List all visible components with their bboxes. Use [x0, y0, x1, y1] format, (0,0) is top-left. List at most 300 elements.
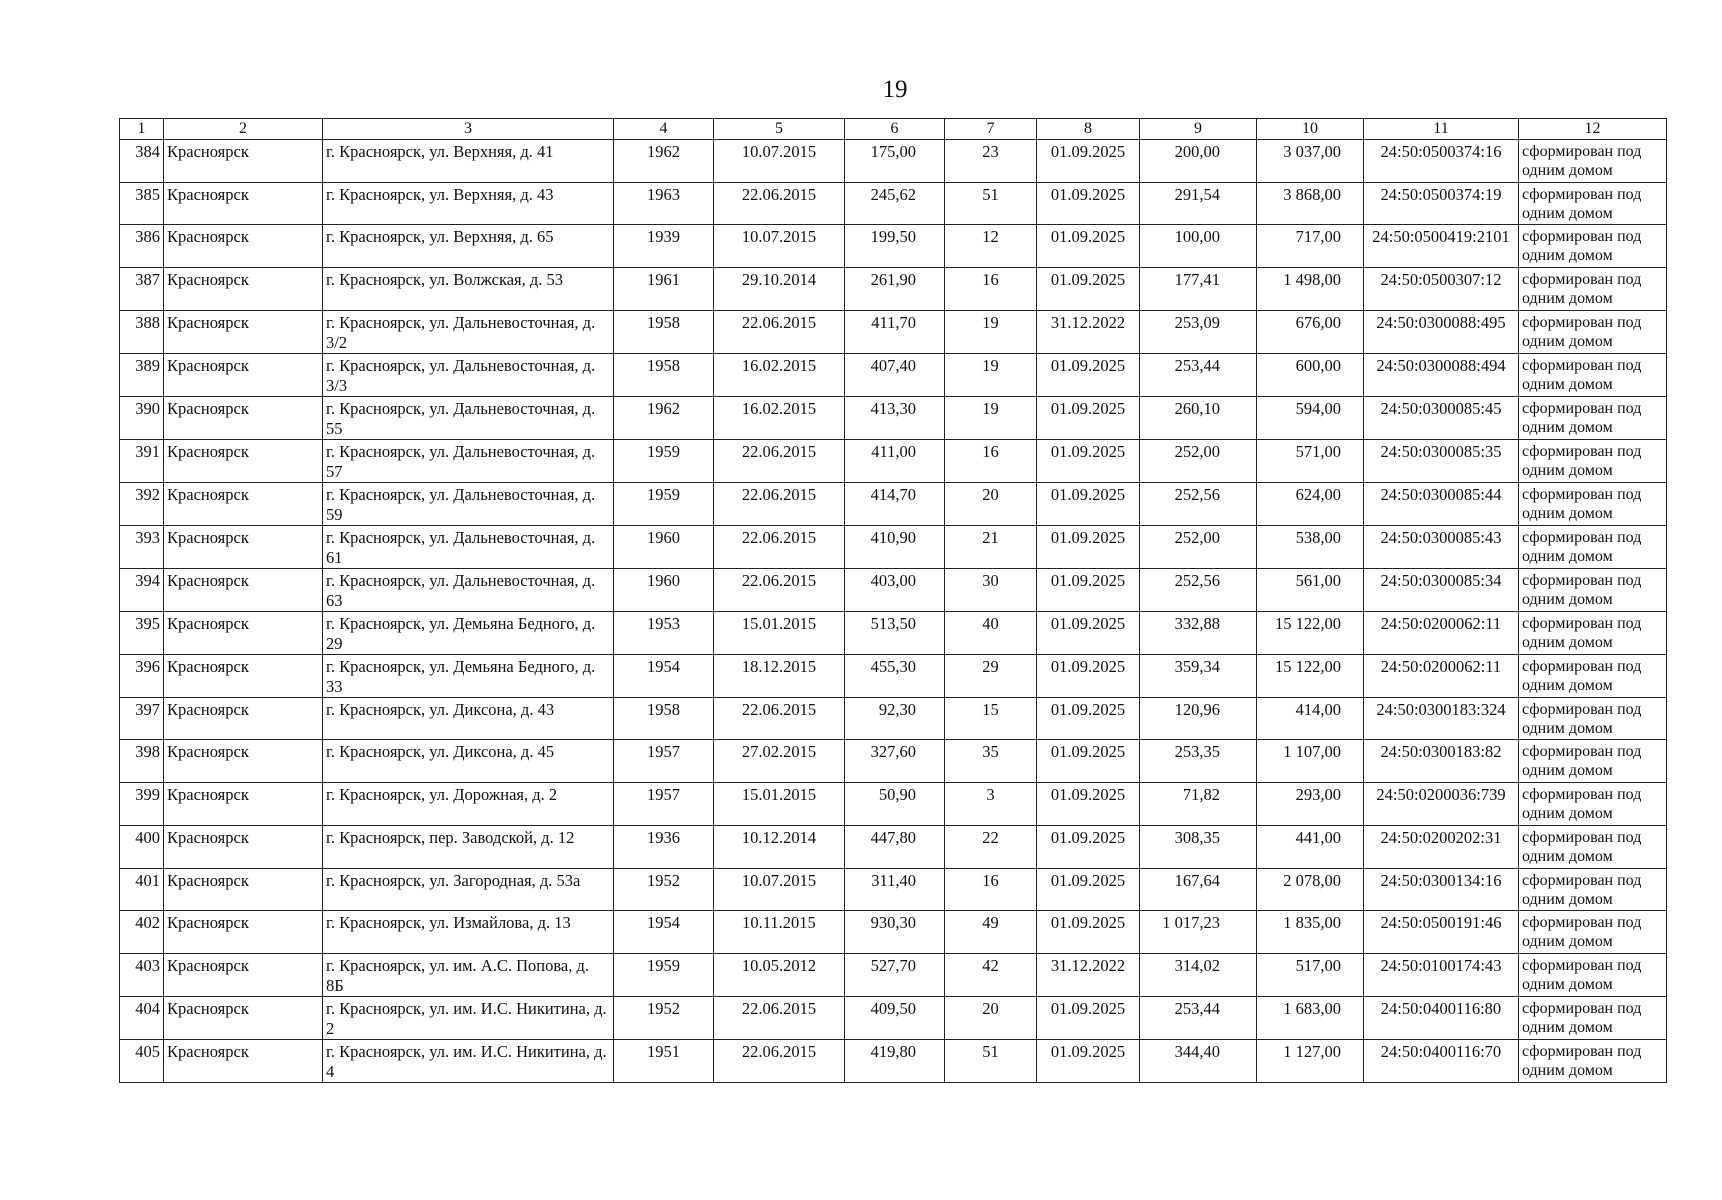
city-cell: Красноярск [164, 996, 323, 1039]
table-row [120, 140, 1667, 183]
recognition-date-cell: 10.12.2014 [714, 825, 845, 868]
row-number-cell: 403 [120, 953, 164, 996]
land-area-cell: 676,00 [1257, 310, 1364, 353]
table-row [120, 868, 1667, 911]
area-cell: 413,30 [845, 396, 945, 439]
year-built-cell: 1959 [614, 439, 714, 482]
recognition-date-cell: 10.11.2015 [714, 911, 845, 954]
land-area-cell: 594,00 [1257, 396, 1364, 439]
cadastral-number-cell: 24:50:0300183:324 [1364, 697, 1519, 740]
value-cell: 252,56 [1140, 482, 1257, 525]
note-cell: сформирован под одним домом [1519, 740, 1667, 783]
year-built-cell: 1963 [614, 182, 714, 225]
city-cell: Красноярск [164, 654, 323, 697]
land-area-cell: 293,00 [1257, 783, 1364, 826]
row-number-cell: 393 [120, 525, 164, 568]
address-cell: г. Красноярск, ул. Измайлова, д. 13 [323, 911, 614, 954]
column-header: 11 [1364, 119, 1519, 140]
area-cell: 245,62 [845, 182, 945, 225]
value-cell: 200,00 [1140, 140, 1257, 183]
deadline-date-cell: 31.12.2022 [1037, 310, 1140, 353]
table-row [120, 740, 1667, 783]
address-cell: г. Красноярск, ул. Дальневосточная, д. 57 [323, 439, 614, 482]
year-built-cell: 1961 [614, 268, 714, 311]
cadastral-number-cell: 24:50:0200036:739 [1364, 783, 1519, 826]
note-cell: сформирован под одним домом [1519, 268, 1667, 311]
value-cell: 177,41 [1140, 268, 1257, 311]
land-area-cell: 414,00 [1257, 697, 1364, 740]
column-number-row [120, 119, 1667, 140]
city-cell: Красноярск [164, 911, 323, 954]
deadline-date-cell: 01.09.2025 [1037, 225, 1140, 268]
city-cell: Красноярск [164, 268, 323, 311]
value-cell: 253,09 [1140, 310, 1257, 353]
year-built-cell: 1960 [614, 525, 714, 568]
recognition-date-cell: 18.12.2015 [714, 654, 845, 697]
cadastral-number-cell: 24:50:0500307:12 [1364, 268, 1519, 311]
land-area-cell: 717,00 [1257, 225, 1364, 268]
recognition-date-cell: 22.06.2015 [714, 439, 845, 482]
recognition-date-cell: 16.02.2015 [714, 396, 845, 439]
year-built-cell: 1959 [614, 953, 714, 996]
area-cell: 175,00 [845, 140, 945, 183]
area-cell: 50,90 [845, 783, 945, 826]
value-cell: 359,34 [1140, 654, 1257, 697]
value-cell: 252,56 [1140, 568, 1257, 611]
city-cell: Красноярск [164, 396, 323, 439]
row-number-cell: 397 [120, 697, 164, 740]
recognition-date-cell: 22.06.2015 [714, 482, 845, 525]
recognition-date-cell: 15.01.2015 [714, 783, 845, 826]
year-built-cell: 1939 [614, 225, 714, 268]
city-cell: Красноярск [164, 140, 323, 183]
city-cell: Красноярск [164, 482, 323, 525]
city-cell: Красноярск [164, 310, 323, 353]
recognition-date-cell: 10.05.2012 [714, 953, 845, 996]
column-header: 3 [323, 119, 614, 140]
year-built-cell: 1959 [614, 482, 714, 525]
address-cell: г. Красноярск, ул. Дорожная, д. 2 [323, 783, 614, 826]
city-cell: Красноярск [164, 611, 323, 654]
area-cell: 409,50 [845, 996, 945, 1039]
value-cell: 252,00 [1140, 525, 1257, 568]
year-built-cell: 1951 [614, 1039, 714, 1082]
note-cell: сформирован под одним домом [1519, 996, 1667, 1039]
value-cell: 100,00 [1140, 225, 1257, 268]
land-area-cell: 561,00 [1257, 568, 1364, 611]
cadastral-number-cell: 24:50:0300183:82 [1364, 740, 1519, 783]
deadline-date-cell: 01.09.2025 [1037, 911, 1140, 954]
value-cell: 314,02 [1140, 953, 1257, 996]
row-number-cell: 384 [120, 140, 164, 183]
residents-cell: 49 [945, 911, 1037, 954]
residents-cell: 20 [945, 996, 1037, 1039]
residents-cell: 16 [945, 868, 1037, 911]
value-cell: 344,40 [1140, 1039, 1257, 1082]
land-area-cell: 538,00 [1257, 525, 1364, 568]
column-header: 7 [945, 119, 1037, 140]
deadline-date-cell: 01.09.2025 [1037, 783, 1140, 826]
row-number-cell: 387 [120, 268, 164, 311]
deadline-date-cell: 01.09.2025 [1037, 140, 1140, 183]
column-header: 10 [1257, 119, 1364, 140]
year-built-cell: 1953 [614, 611, 714, 654]
city-cell: Красноярск [164, 1039, 323, 1082]
row-number-cell: 394 [120, 568, 164, 611]
address-cell: г. Красноярск, ул. Демьяна Бедного, д. 29 [323, 611, 614, 654]
table-row [120, 911, 1667, 954]
deadline-date-cell: 01.09.2025 [1037, 868, 1140, 911]
address-cell: г. Красноярск, ул. Дальневосточная, д. 63 [323, 568, 614, 611]
table-body [120, 140, 1667, 1083]
deadline-date-cell: 01.09.2025 [1037, 353, 1140, 396]
cadastral-number-cell: 24:50:0300085:34 [1364, 568, 1519, 611]
table-row [120, 225, 1667, 268]
note-cell: сформирован под одним домом [1519, 654, 1667, 697]
residents-cell: 16 [945, 268, 1037, 311]
area-cell: 411,00 [845, 439, 945, 482]
city-cell: Красноярск [164, 353, 323, 396]
table-row [120, 268, 1667, 311]
area-cell: 455,30 [845, 654, 945, 697]
note-cell: сформирован под одним домом [1519, 1039, 1667, 1082]
address-cell: г. Красноярск, ул. Демьяна Бедного, д. 33 [323, 654, 614, 697]
residents-cell: 30 [945, 568, 1037, 611]
area-cell: 403,00 [845, 568, 945, 611]
recognition-date-cell: 10.07.2015 [714, 868, 845, 911]
residents-cell: 15 [945, 697, 1037, 740]
year-built-cell: 1960 [614, 568, 714, 611]
land-area-cell: 15 122,00 [1257, 654, 1364, 697]
value-cell: 253,44 [1140, 996, 1257, 1039]
land-area-cell: 1 127,00 [1257, 1039, 1364, 1082]
column-header: 5 [714, 119, 845, 140]
cadastral-number-cell: 24:50:0200062:11 [1364, 654, 1519, 697]
note-cell: сформирован под одним домом [1519, 140, 1667, 183]
address-cell: г. Красноярск, ул. Дальневосточная, д. 61 [323, 525, 614, 568]
table-row [120, 482, 1667, 525]
residents-cell: 40 [945, 611, 1037, 654]
cadastral-number-cell: 24:50:0500374:19 [1364, 182, 1519, 225]
residents-cell: 20 [945, 482, 1037, 525]
note-cell: сформирован под одним домом [1519, 783, 1667, 826]
row-number-cell: 392 [120, 482, 164, 525]
table-row [120, 353, 1667, 396]
value-cell: 167,64 [1140, 868, 1257, 911]
land-area-cell: 2 078,00 [1257, 868, 1364, 911]
cadastral-number-cell: 24:50:0200062:11 [1364, 611, 1519, 654]
value-cell: 260,10 [1140, 396, 1257, 439]
year-built-cell: 1958 [614, 697, 714, 740]
land-area-cell: 571,00 [1257, 439, 1364, 482]
row-number-cell: 400 [120, 825, 164, 868]
note-cell: сформирован под одним домом [1519, 225, 1667, 268]
note-cell: сформирован под одним домом [1519, 868, 1667, 911]
table-row [120, 697, 1667, 740]
year-built-cell: 1952 [614, 868, 714, 911]
deadline-date-cell: 01.09.2025 [1037, 396, 1140, 439]
table-row [120, 825, 1667, 868]
deadline-date-cell: 01.09.2025 [1037, 482, 1140, 525]
cadastral-number-cell: 24:50:0500419:2101 [1364, 225, 1519, 268]
row-number-cell: 398 [120, 740, 164, 783]
area-cell: 410,90 [845, 525, 945, 568]
value-cell: 291,54 [1140, 182, 1257, 225]
year-built-cell: 1936 [614, 825, 714, 868]
land-area-cell: 441,00 [1257, 825, 1364, 868]
value-cell: 71,82 [1140, 783, 1257, 826]
address-cell: г. Красноярск, ул. Диксона, д. 43 [323, 697, 614, 740]
address-cell: г. Красноярск, ул. им. И.С. Никитина, д. 2 [323, 996, 614, 1039]
address-cell: г. Красноярск, ул. Дальневосточная, д. 3/3 [323, 353, 614, 396]
recognition-date-cell: 22.06.2015 [714, 310, 845, 353]
cadastral-number-cell: 24:50:0300085:45 [1364, 396, 1519, 439]
land-area-cell: 600,00 [1257, 353, 1364, 396]
land-area-cell: 3 868,00 [1257, 182, 1364, 225]
value-cell: 120,96 [1140, 697, 1257, 740]
recognition-date-cell: 10.07.2015 [714, 225, 845, 268]
residents-cell: 3 [945, 783, 1037, 826]
deadline-date-cell: 01.09.2025 [1037, 825, 1140, 868]
table-row [120, 439, 1667, 482]
table-row [120, 525, 1667, 568]
recognition-date-cell: 22.06.2015 [714, 182, 845, 225]
city-cell: Красноярск [164, 525, 323, 568]
cadastral-number-cell: 24:50:0300085:35 [1364, 439, 1519, 482]
city-cell: Красноярск [164, 697, 323, 740]
row-number-cell: 404 [120, 996, 164, 1039]
year-built-cell: 1957 [614, 783, 714, 826]
row-number-cell: 390 [120, 396, 164, 439]
cadastral-number-cell: 24:50:0500191:46 [1364, 911, 1519, 954]
year-built-cell: 1962 [614, 140, 714, 183]
address-cell: г. Красноярск, ул. Диксона, д. 45 [323, 740, 614, 783]
row-number-cell: 399 [120, 783, 164, 826]
land-area-cell: 1 683,00 [1257, 996, 1364, 1039]
table-row [120, 182, 1667, 225]
city-cell: Красноярск [164, 568, 323, 611]
residents-cell: 51 [945, 182, 1037, 225]
note-cell: сформирован под одним домом [1519, 911, 1667, 954]
year-built-cell: 1958 [614, 310, 714, 353]
year-built-cell: 1958 [614, 353, 714, 396]
column-header: 6 [845, 119, 945, 140]
cadastral-number-cell: 24:50:0300085:43 [1364, 525, 1519, 568]
value-cell: 253,44 [1140, 353, 1257, 396]
residents-cell: 19 [945, 353, 1037, 396]
area-cell: 407,40 [845, 353, 945, 396]
column-header: 1 [120, 119, 164, 140]
area-cell: 930,30 [845, 911, 945, 954]
note-cell: сформирован под одним домом [1519, 568, 1667, 611]
note-cell: сформирован под одним домом [1519, 953, 1667, 996]
row-number-cell: 405 [120, 1039, 164, 1082]
recognition-date-cell: 22.06.2015 [714, 525, 845, 568]
column-header: 2 [164, 119, 323, 140]
area-cell: 311,40 [845, 868, 945, 911]
table-row [120, 396, 1667, 439]
note-cell: сформирован под одним домом [1519, 482, 1667, 525]
note-cell: сформирован под одним домом [1519, 182, 1667, 225]
cadastral-number-cell: 24:50:0300088:494 [1364, 353, 1519, 396]
table-row [120, 611, 1667, 654]
address-cell: г. Красноярск, ул. Верхняя, д. 65 [323, 225, 614, 268]
table-row [120, 996, 1667, 1039]
deadline-date-cell: 01.09.2025 [1037, 439, 1140, 482]
recognition-date-cell: 22.06.2015 [714, 697, 845, 740]
value-cell: 308,35 [1140, 825, 1257, 868]
row-number-cell: 402 [120, 911, 164, 954]
city-cell: Красноярск [164, 825, 323, 868]
address-cell: г. Красноярск, ул. Дальневосточная, д. 3/2 [323, 310, 614, 353]
city-cell: Красноярск [164, 182, 323, 225]
row-number-cell: 389 [120, 353, 164, 396]
recognition-date-cell: 10.07.2015 [714, 140, 845, 183]
cadastral-number-cell: 24:50:0100174:43 [1364, 953, 1519, 996]
row-number-cell: 386 [120, 225, 164, 268]
address-cell: г. Красноярск, ул. им. И.С. Никитина, д. 4 [323, 1039, 614, 1082]
row-number-cell: 395 [120, 611, 164, 654]
note-cell: сформирован под одним домом [1519, 353, 1667, 396]
residents-cell: 35 [945, 740, 1037, 783]
deadline-date-cell: 01.09.2025 [1037, 611, 1140, 654]
value-cell: 252,00 [1140, 439, 1257, 482]
table-row [120, 953, 1667, 996]
land-area-cell: 1 835,00 [1257, 911, 1364, 954]
deadline-date-cell: 01.09.2025 [1037, 1039, 1140, 1082]
deadline-date-cell: 01.09.2025 [1037, 568, 1140, 611]
area-cell: 419,80 [845, 1039, 945, 1082]
land-area-cell: 15 122,00 [1257, 611, 1364, 654]
deadline-date-cell: 01.09.2025 [1037, 525, 1140, 568]
note-cell: сформирован под одним домом [1519, 611, 1667, 654]
city-cell: Красноярск [164, 740, 323, 783]
deadline-date-cell: 01.09.2025 [1037, 740, 1140, 783]
residents-cell: 51 [945, 1039, 1037, 1082]
recognition-date-cell: 29.10.2014 [714, 268, 845, 311]
address-cell: г. Красноярск, ул. Загородная, д. 53а [323, 868, 614, 911]
row-number-cell: 396 [120, 654, 164, 697]
city-cell: Красноярск [164, 783, 323, 826]
cadastral-number-cell: 24:50:0300088:495 [1364, 310, 1519, 353]
address-cell: г. Красноярск, ул. Дальневосточная, д. 59 [323, 482, 614, 525]
table-row [120, 568, 1667, 611]
city-cell: Красноярск [164, 868, 323, 911]
area-cell: 527,70 [845, 953, 945, 996]
city-cell: Красноярск [164, 953, 323, 996]
area-cell: 411,70 [845, 310, 945, 353]
residents-cell: 42 [945, 953, 1037, 996]
land-area-cell: 3 037,00 [1257, 140, 1364, 183]
year-built-cell: 1954 [614, 654, 714, 697]
cadastral-number-cell: 24:50:0400116:70 [1364, 1039, 1519, 1082]
area-cell: 327,60 [845, 740, 945, 783]
residents-cell: 22 [945, 825, 1037, 868]
area-cell: 414,70 [845, 482, 945, 525]
column-header: 9 [1140, 119, 1257, 140]
area-cell: 261,90 [845, 268, 945, 311]
year-built-cell: 1962 [614, 396, 714, 439]
row-number-cell: 391 [120, 439, 164, 482]
value-cell: 332,88 [1140, 611, 1257, 654]
area-cell: 92,30 [845, 697, 945, 740]
deadline-date-cell: 01.09.2025 [1037, 697, 1140, 740]
land-area-cell: 517,00 [1257, 953, 1364, 996]
address-cell: г. Красноярск, ул. им. А.С. Попова, д. 8Б [323, 953, 614, 996]
recognition-date-cell: 22.06.2015 [714, 1039, 845, 1082]
recognition-date-cell: 16.02.2015 [714, 353, 845, 396]
address-cell: г. Красноярск, ул. Верхняя, д. 43 [323, 182, 614, 225]
address-cell: г. Красноярск, ул. Дальневосточная, д. 55 [323, 396, 614, 439]
land-area-cell: 624,00 [1257, 482, 1364, 525]
recognition-date-cell: 22.06.2015 [714, 568, 845, 611]
housing-registry-table [119, 118, 1667, 1083]
note-cell: сформирован под одним домом [1519, 310, 1667, 353]
recognition-date-cell: 15.01.2015 [714, 611, 845, 654]
note-cell: сформирован под одним домом [1519, 697, 1667, 740]
year-built-cell: 1954 [614, 911, 714, 954]
page-number: 19 [882, 76, 908, 103]
residents-cell: 19 [945, 310, 1037, 353]
city-cell: Красноярск [164, 225, 323, 268]
cadastral-number-cell: 24:50:0300134:16 [1364, 868, 1519, 911]
recognition-date-cell: 22.06.2015 [714, 996, 845, 1039]
residents-cell: 12 [945, 225, 1037, 268]
land-area-cell: 1 498,00 [1257, 268, 1364, 311]
residents-cell: 21 [945, 525, 1037, 568]
deadline-date-cell: 01.09.2025 [1037, 268, 1140, 311]
residents-cell: 16 [945, 439, 1037, 482]
cadastral-number-cell: 24:50:0400116:80 [1364, 996, 1519, 1039]
column-header: 8 [1037, 119, 1140, 140]
year-built-cell: 1957 [614, 740, 714, 783]
row-number-cell: 388 [120, 310, 164, 353]
cadastral-number-cell: 24:50:0200202:31 [1364, 825, 1519, 868]
note-cell: сформирован под одним домом [1519, 825, 1667, 868]
column-header: 12 [1519, 119, 1667, 140]
area-cell: 513,50 [845, 611, 945, 654]
value-cell: 253,35 [1140, 740, 1257, 783]
deadline-date-cell: 01.09.2025 [1037, 996, 1140, 1039]
row-number-cell: 385 [120, 182, 164, 225]
area-cell: 447,80 [845, 825, 945, 868]
address-cell: г. Красноярск, ул. Верхняя, д. 41 [323, 140, 614, 183]
note-cell: сформирован под одним домом [1519, 439, 1667, 482]
recognition-date-cell: 27.02.2015 [714, 740, 845, 783]
address-cell: г. Красноярск, пер. Заводской, д. 12 [323, 825, 614, 868]
land-area-cell: 1 107,00 [1257, 740, 1364, 783]
cadastral-number-cell: 24:50:0500374:16 [1364, 140, 1519, 183]
value-cell: 1 017,23 [1140, 911, 1257, 954]
residents-cell: 19 [945, 396, 1037, 439]
residents-cell: 23 [945, 140, 1037, 183]
note-cell: сформирован под одним домом [1519, 525, 1667, 568]
table-row [120, 1039, 1667, 1082]
column-header: 4 [614, 119, 714, 140]
cadastral-number-cell: 24:50:0300085:44 [1364, 482, 1519, 525]
note-cell: сформирован под одним домом [1519, 396, 1667, 439]
city-cell: Красноярск [164, 439, 323, 482]
area-cell: 199,50 [845, 225, 945, 268]
residents-cell: 29 [945, 654, 1037, 697]
address-cell: г. Красноярск, ул. Волжская, д. 53 [323, 268, 614, 311]
table-row [120, 310, 1667, 353]
deadline-date-cell: 01.09.2025 [1037, 182, 1140, 225]
table-row [120, 783, 1667, 826]
deadline-date-cell: 31.12.2022 [1037, 953, 1140, 996]
year-built-cell: 1952 [614, 996, 714, 1039]
deadline-date-cell: 01.09.2025 [1037, 654, 1140, 697]
